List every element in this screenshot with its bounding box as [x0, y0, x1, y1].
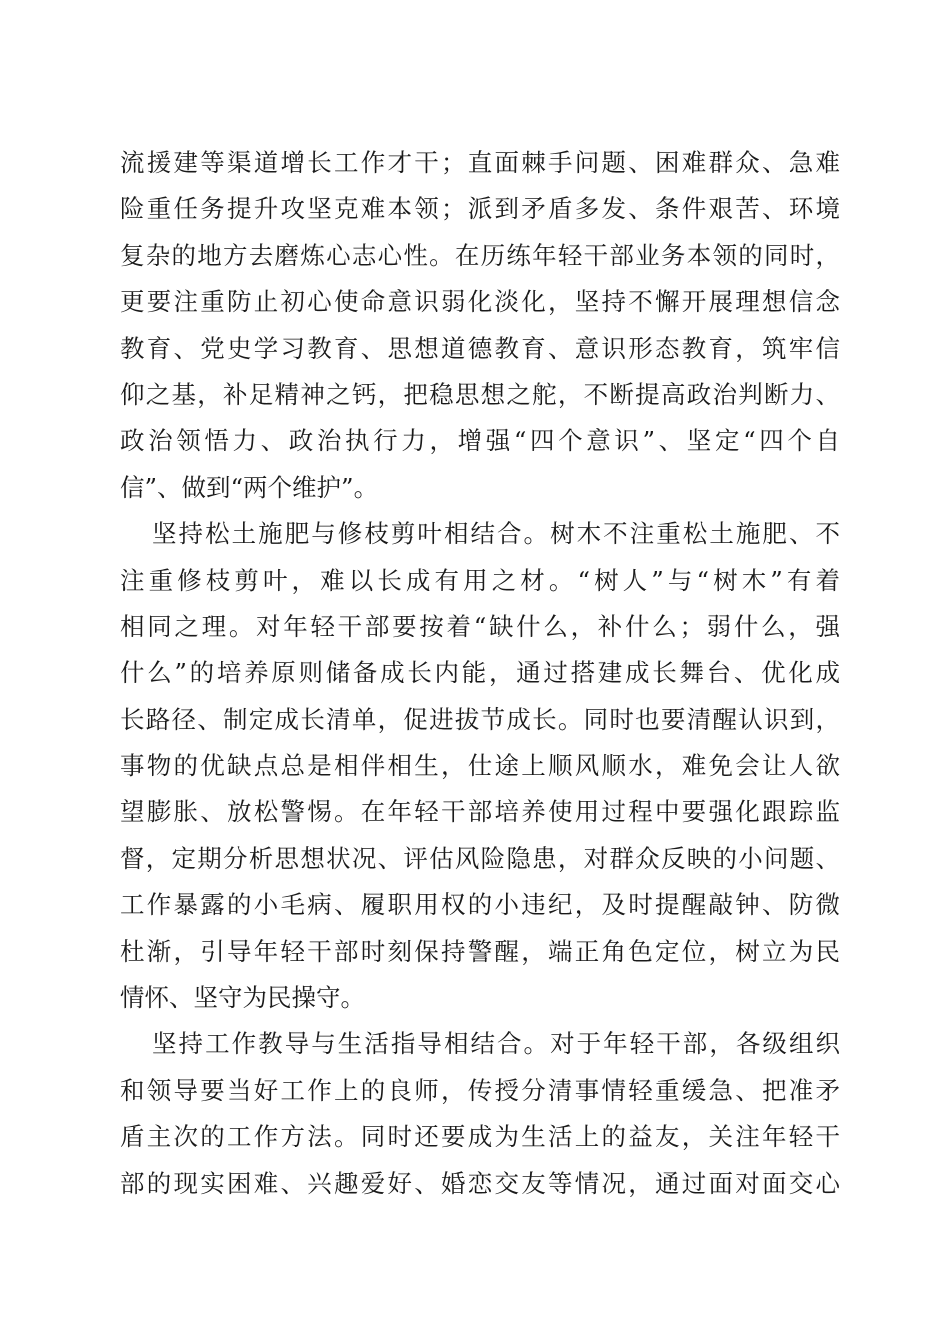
document-body [120, 140, 840, 1207]
text-line: 险重任务提升攻坚克难本领；派到矛盾多发、条件艰苦、环境 [120, 194, 840, 224]
text-line: 信”、做到“两个维护”。 [120, 472, 379, 502]
text-line: 政治领悟力、政治执行力，增强“四个意识”、坚定“四个自 [120, 426, 840, 456]
text-line: 杜渐，引导年轻干部时刻保持警醒，端正角色定位，树立为民 [120, 936, 840, 966]
paragraph-3 [120, 1021, 840, 1207]
text-line: 部的现实困难、兴趣爱好、婚恋交友等情况，通过面对面交心 [120, 1168, 840, 1198]
text-line: 复杂的地方去磨炼心志心性。在历练年轻干部业务本领的同时， [120, 240, 840, 270]
paragraph-2 [120, 511, 840, 1021]
text-line: 坚持松土施肥与修枝剪叶相结合。树木不注重松土施肥、不 [152, 519, 840, 549]
text-line: 望膨胀、放松警惕。在年轻干部培养使用过程中要强化跟踪监 [120, 797, 840, 827]
text-line: 督，定期分析思想状况、评估风险隐患，对群众反映的小问题、 [120, 843, 840, 873]
text-line: 流援建等渠道增长工作才干；直面棘手问题、困难群众、急难 [120, 148, 840, 177]
text-line: 长路径、制定成长清单，促进拔节成长。同时也要清醒认识到， [120, 704, 840, 734]
text-line: 什么”的培养原则储备成长内能，通过搭建成长舞台、优化成 [120, 658, 840, 688]
text-line: 相同之理。对年轻干部要按着“缺什么，补什么；弱什么，强 [120, 611, 840, 641]
text-line: 工作暴露的小毛病、履职用权的小违纪，及时提醒敲钟、防微 [120, 890, 840, 920]
text-line: 更要注重防止初心使命意识弱化淡化，坚持不懈开展理想信念 [120, 287, 840, 317]
text-line: 情怀、坚守为民操守。 [120, 983, 365, 1013]
text-line: 和领导要当好工作上的良师，传授分清事情轻重缓急、把准矛 [120, 1075, 840, 1105]
paragraph-1 [120, 140, 840, 511]
text-line: 坚持工作教导与生活指导相结合。对于年轻干部，各级组织 [152, 1029, 840, 1059]
text-line: 盾主次的工作方法。同时还要成为生活上的益友，关注年轻干 [120, 1122, 840, 1152]
text-line: 教育、党史学习教育、思想道德教育、意识形态教育，筑牢信 [120, 333, 840, 363]
text-line: 注重修枝剪叶，难以长成有用之材。“树人”与“树木”有着 [120, 565, 840, 595]
text-line: 事物的优缺点总是相伴相生，仕途上顺风顺水，难免会让人欲 [120, 751, 840, 781]
text-line: 仰之基，补足精神之钙，把稳思想之舵，不断提高政治判断力、 [120, 379, 840, 409]
